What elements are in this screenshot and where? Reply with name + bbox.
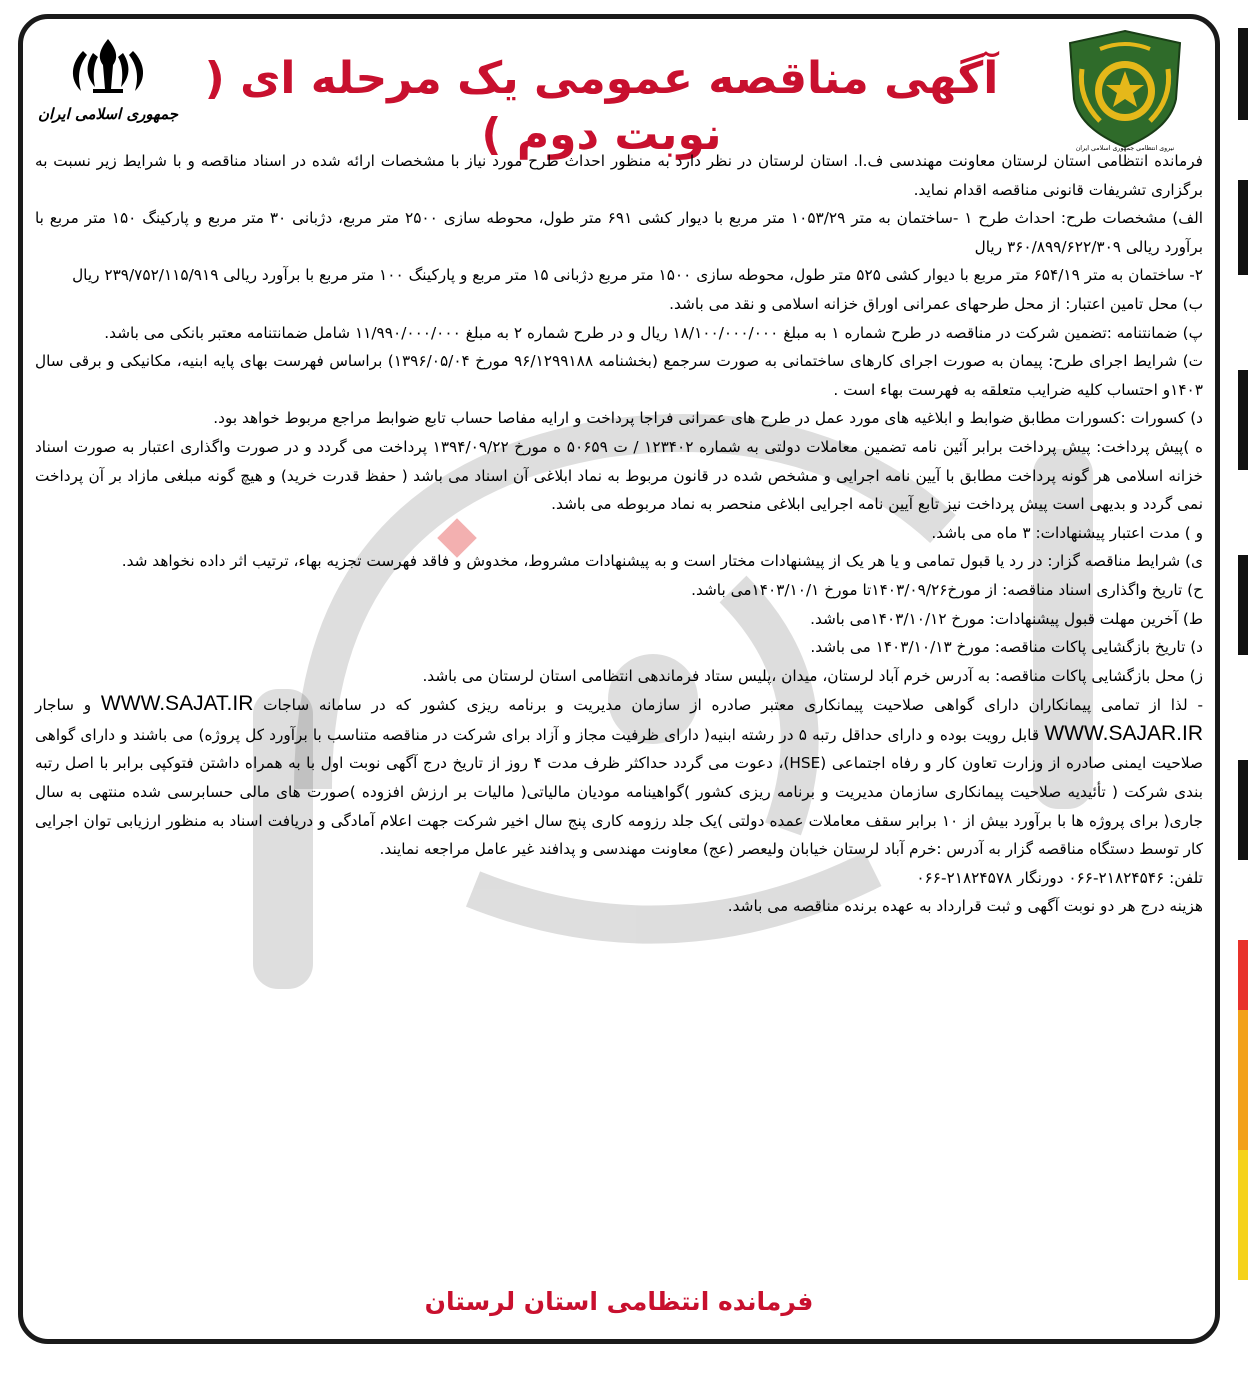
item-project-2: ۲- ساختمان به متر ۶۵۴/۱۹ متر مربع با دیوار کشی ۵۲۵ متر طول، محوطه سازی ۱۵۰۰ متر مربع دژبانی ۱۵ متر مربع و پارکینگ ۱۰۰ متر مربع با برآورد ریالی ۲۳۹/۷۵۲/۱۱۵/۹۱۹ ریال: [72, 266, 1203, 285]
edge-tab: [1238, 555, 1248, 655]
item-dal2: د) تاریخ بازگشایی پاکات مناقصه: مورخ ۱۴۰۳/۱۰/۱۳ می باشد.: [810, 638, 1203, 657]
item-pe: پ) ضمانتنامه :تضمین شرکت در مناقصه در طرح شماره ۱ به مبلغ ۱۸/۱۰۰/۰۰۰/۰۰۰ ریال و در طرح شماره ۲ به مبلغ ۱۱/۹۹۰/۰۰۰/۰۰۰ شامل ضمانتنامه معتبر بانکی می باشد.: [104, 323, 1203, 342]
item-ta: ط) آخرین مهلت قبول پیشنهادات: مورخ ۱۴۰۳/۱۰/۱۲می باشد.: [810, 609, 1203, 628]
iran-emblem-text: جمهوری اسلامی ایران: [37, 105, 179, 123]
edge-tab: [1238, 180, 1248, 275]
police-logo-text: نیروی انتظامی جمهوری اسلامی ایران: [1075, 145, 1175, 152]
notice-header: [23, 19, 1215, 160]
notice-frame: [18, 14, 1220, 1344]
closing-paragraph: [35, 690, 1203, 864]
sajat-link[interactable]: WWW.SAJAT.IR: [100, 692, 254, 716]
edge-tab: [1238, 28, 1248, 120]
edge-tab: [1238, 760, 1248, 860]
item-ye: ی) شرایط مناقصه گزار: در رد یا قبول تمامی و یا هر یک از پیشنهادات مختار است و به پیشنهادات مشروط، مخدوش و فاقد فهرست تجزیه بهاء، ترتیب اثر داده نخواهد شد.: [121, 552, 1203, 571]
item-te: ت) شرایط اجرای طرح: پیمان به صورت اجرای کارهای ساختمانی به صورت سرجمع (بخشنامه ۹۶/۱۲۹۹۱۸۸ مورخ ۱۳۹۶/۰۵/۰۴) براساس فهرست بهای پایه ابنیه، مکانیکی و برقی سال ۱۴۰۳و احتساب کلیه ضرایب متعلقه به فهرست بهاء است .: [35, 352, 1203, 399]
item-be: ب) محل تامین اعتبار: از محل طرحهای عمرانی اوراق خزانه اسلامی و نقد می باشد.: [669, 294, 1203, 313]
cost-line: هزینه درج هر دو نوبت آگهی و ثبت قرارداد به عهده برنده مناقصه می باشد.: [727, 897, 1203, 916]
notice-body: [35, 147, 1203, 921]
iran-emblem-icon: [37, 31, 179, 141]
item-he: ه )پیش پرداخت: پیش پرداخت برابر آئین نامه تضمین معاملات دولتی به شماره ۱۲۳۴۰۲ / ت ۵۰۶۵۹ ه مورخ ۱۳۹۴/۰۹/۲۲ پرداخت می گردد و در صورت واگذاری اعتبار به صورت اسناد خزانه اسلامی هر گونه پرداخت مطابق با آیین نامه اجرایی و مشخص شده در قانون مربوط به نماد ابلاغی آن اسناد می باشد ( حفظ قدرت خرید) و هیچ گونه مبلغی مازاد بر آن پرداخت نمی گردد و بدیهی است پیش پرداخت نیز تابع آیین نامه اجرایی ابلاغی منحصر به نماد مربوطه می باشد.: [35, 437, 1203, 514]
edge-tab: [1238, 370, 1248, 470]
item-vav: و ) مدت اعتبار پیشنهادات: ۳ ماه می باشد.: [931, 523, 1203, 542]
item-he2: ح) تاریخ واگذاری اسناد مناقصه: از مورخ۱۴۰۳/۰۹/۲۶تا مورخ ۱۴۰۳/۱۰/۱می باشد.: [691, 580, 1203, 599]
item-alef: الف) مشخصات طرح: احداث طرح ۱ -ساختمان به متر ۱۰۵۳/۲۹ متر مربع با دیوار کشی ۶۹۱ متر طول، محوطه سازی ۲۵۰۰ متر مربع، دژبانی ۳۰ متر مربع و پارکینگ ۱۵۰ متر مربع با برآورد ریالی ۳۶۰/۸۹۹/۶۲۲/۳۰۹ ریال: [35, 209, 1203, 256]
police-logo-icon: [1060, 29, 1190, 154]
intro-paragraph: فرمانده انتظامی استان لرستان معاونت مهندسی ف.ا. استان لرستان در نظر دارد به منظور احداث طرح مورد نیاز با مشخصات ارائه شده در اسناد مناقصه و با شرایط زیر نسبت به برگزاری تشریفات قانونی مناقصه اقدام نماید.: [35, 152, 1203, 199]
closing-text-a: - لذا از تمامی پیمانکاران دارای گواهی صلاحیت پیمانکاری معتبر صادره از سازمان مدیریت و برنامه ریزی کشور که در سامانه ساجات: [263, 696, 1203, 715]
sajar-link[interactable]: WWW.SAJAR.IR: [1044, 721, 1203, 745]
item-ze: ز) محل بازگشایی پاکات مناقصه: به آدرس خرم آباد لرستان، میدان ،پلیس ستاد فرماندهی انتظامی استان لرستان می باشد.: [422, 666, 1203, 685]
edge-tab: [1238, 1010, 1248, 1150]
page-title: آگهی مناقصه عمومی یک مرحله ای ( نوبت دوم ): [204, 53, 999, 160]
item-dal: د) کسورات :کسورات مطابق ضوابط و ابلاغیه های مورد عمل در طرح های عمرانی فراجا پرداخت و ارایه مفاصا حساب تابع ضوابط مراجع مربوط خواهد بود.: [213, 409, 1203, 428]
edge-tab: [1238, 1150, 1248, 1280]
phone-line: تلفن: ۲۱۸۲۴۵۴۶-۰۶۶ دورنگار ۲۱۸۲۴۵۷۸-۰۶۶: [916, 868, 1203, 887]
edge-tab: [1238, 940, 1248, 1010]
closing-text-c: قابل رویت بوده و دارای حداقل رتبه ۵ در رشته ابنیه( دارای ظرفیت مجاز و آزاد برای شرکت در مناقصه متناسب با برآورد کل پروژه) می باشند و دارای گواهی صلاحیت ایمنی صادره از وزارت تعاون کار و رفاه اجتماعی (HSE)، دعوت می گردد حداکثر ظرف مدت ۴ روز از تاریخ درج آگهی نوبت اول با به همراه داشتن فتوکپی برابر با اصل رتبه بندی شرکت ( تأئیدیه صلاحیت پیمانکاری سازمان مدیریت و برنامه ریزی کشور )گواهینامه مودیان مالیاتی( مالیات بر ارزش افزوده )صورت های مالی حسابرسی شده منتهی به سال جاری( برای پروژه ها با برآورد بیش از ۱۰ برابر سقف معاملات عمده دولتی )یک جلد رزومه کاری پنج سال اخیر شرکت جهت اعلام آمادگی و دریافت اسناد به منظور ارزیابی توان اجرایی کار توسط دستگاه مناقصه گزار به آدرس :خرم آباد لرستان خیابان ولیعصر (عج) معاونت مهندسی و پدافند غیر عامل مراجعه نمایند.: [35, 725, 1203, 859]
signature: فرمانده انتظامی استان لرستان: [424, 1287, 814, 1316]
closing-text-b: و ساجار: [35, 696, 92, 715]
